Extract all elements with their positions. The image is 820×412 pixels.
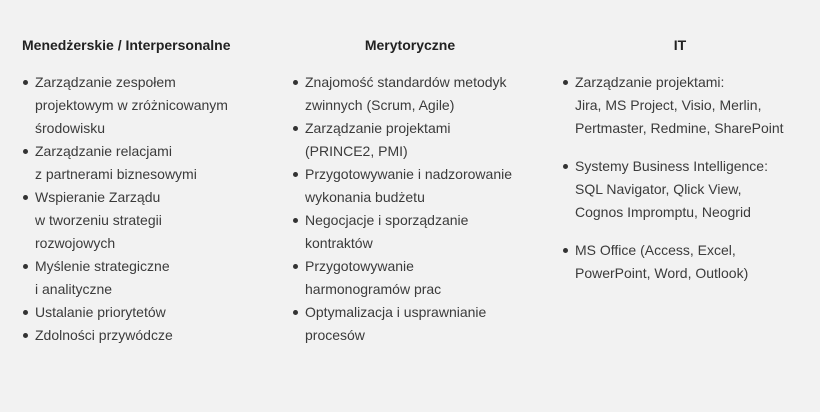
list-item: Wspieranie Zarządu w tworzeniu strategii rozwojowych	[22, 186, 272, 255]
list-item: Myślenie strategiczne i analityczne	[22, 255, 272, 301]
bullet-icon	[293, 172, 298, 177]
column-title: Menedżerskie / Interpersonalne	[22, 37, 231, 53]
bullet-icon	[23, 149, 28, 154]
list-item: Ustalanie priorytetów	[22, 301, 272, 324]
list-item: Negocjacje i sporządzanie kontraktów	[292, 209, 542, 255]
bullet-icon	[23, 195, 28, 200]
list-item: MS Office (Access, Excel, PowerPoint, Word, Outlook)	[562, 239, 812, 285]
bullet-icon	[23, 80, 28, 85]
list-item: Zdolności przywódcze	[22, 324, 272, 347]
column-title: IT	[673, 37, 687, 53]
column-it	[562, 34, 812, 300]
bullet-icon	[23, 264, 28, 269]
bullet-icon	[563, 80, 568, 85]
column-substantive	[292, 34, 542, 347]
list-item: Zarządzanie zespołem projektowym w zróżnicowanym środowisku	[22, 71, 272, 140]
bullet-icon	[563, 248, 568, 253]
bullet-icon	[293, 264, 298, 269]
bullet-icon	[23, 310, 28, 315]
list-item: Przygotowywanie i nadzorowanie wykonania budżetu	[292, 163, 542, 209]
column-managerial	[22, 34, 272, 347]
list-item: Przygotowywanie harmonogramów prac	[292, 255, 542, 301]
bullet-icon	[23, 333, 28, 338]
list-item: Zarządzanie projektami (PRINCE2, PMI)	[292, 117, 542, 163]
bullet-icon	[563, 164, 568, 169]
list-item: Zarządzanie projektami: Jira, MS Project, Visio, Merlin, Pertmaster, Redmine, SharePoint	[562, 71, 812, 140]
list-item: Systemy Business Intelligence: SQL Navigator, Qlick View, Cognos Impromptu, Neogrid	[562, 155, 812, 224]
bullet-icon	[293, 126, 298, 131]
skill-list	[22, 71, 272, 347]
list-item: Znajomość standardów metodyk zwinnych (Scrum, Agile)	[292, 71, 542, 117]
bullet-icon	[293, 218, 298, 223]
list-item: Zarządzanie relacjami z partnerami biznesowymi	[22, 140, 272, 186]
skill-list	[292, 71, 542, 347]
column-title: Merytoryczne	[364, 37, 456, 53]
bullet-icon	[293, 80, 298, 85]
skill-list	[562, 71, 812, 285]
list-item: Optymalizacja i usprawnianie procesów	[292, 301, 542, 347]
bullet-icon	[293, 310, 298, 315]
